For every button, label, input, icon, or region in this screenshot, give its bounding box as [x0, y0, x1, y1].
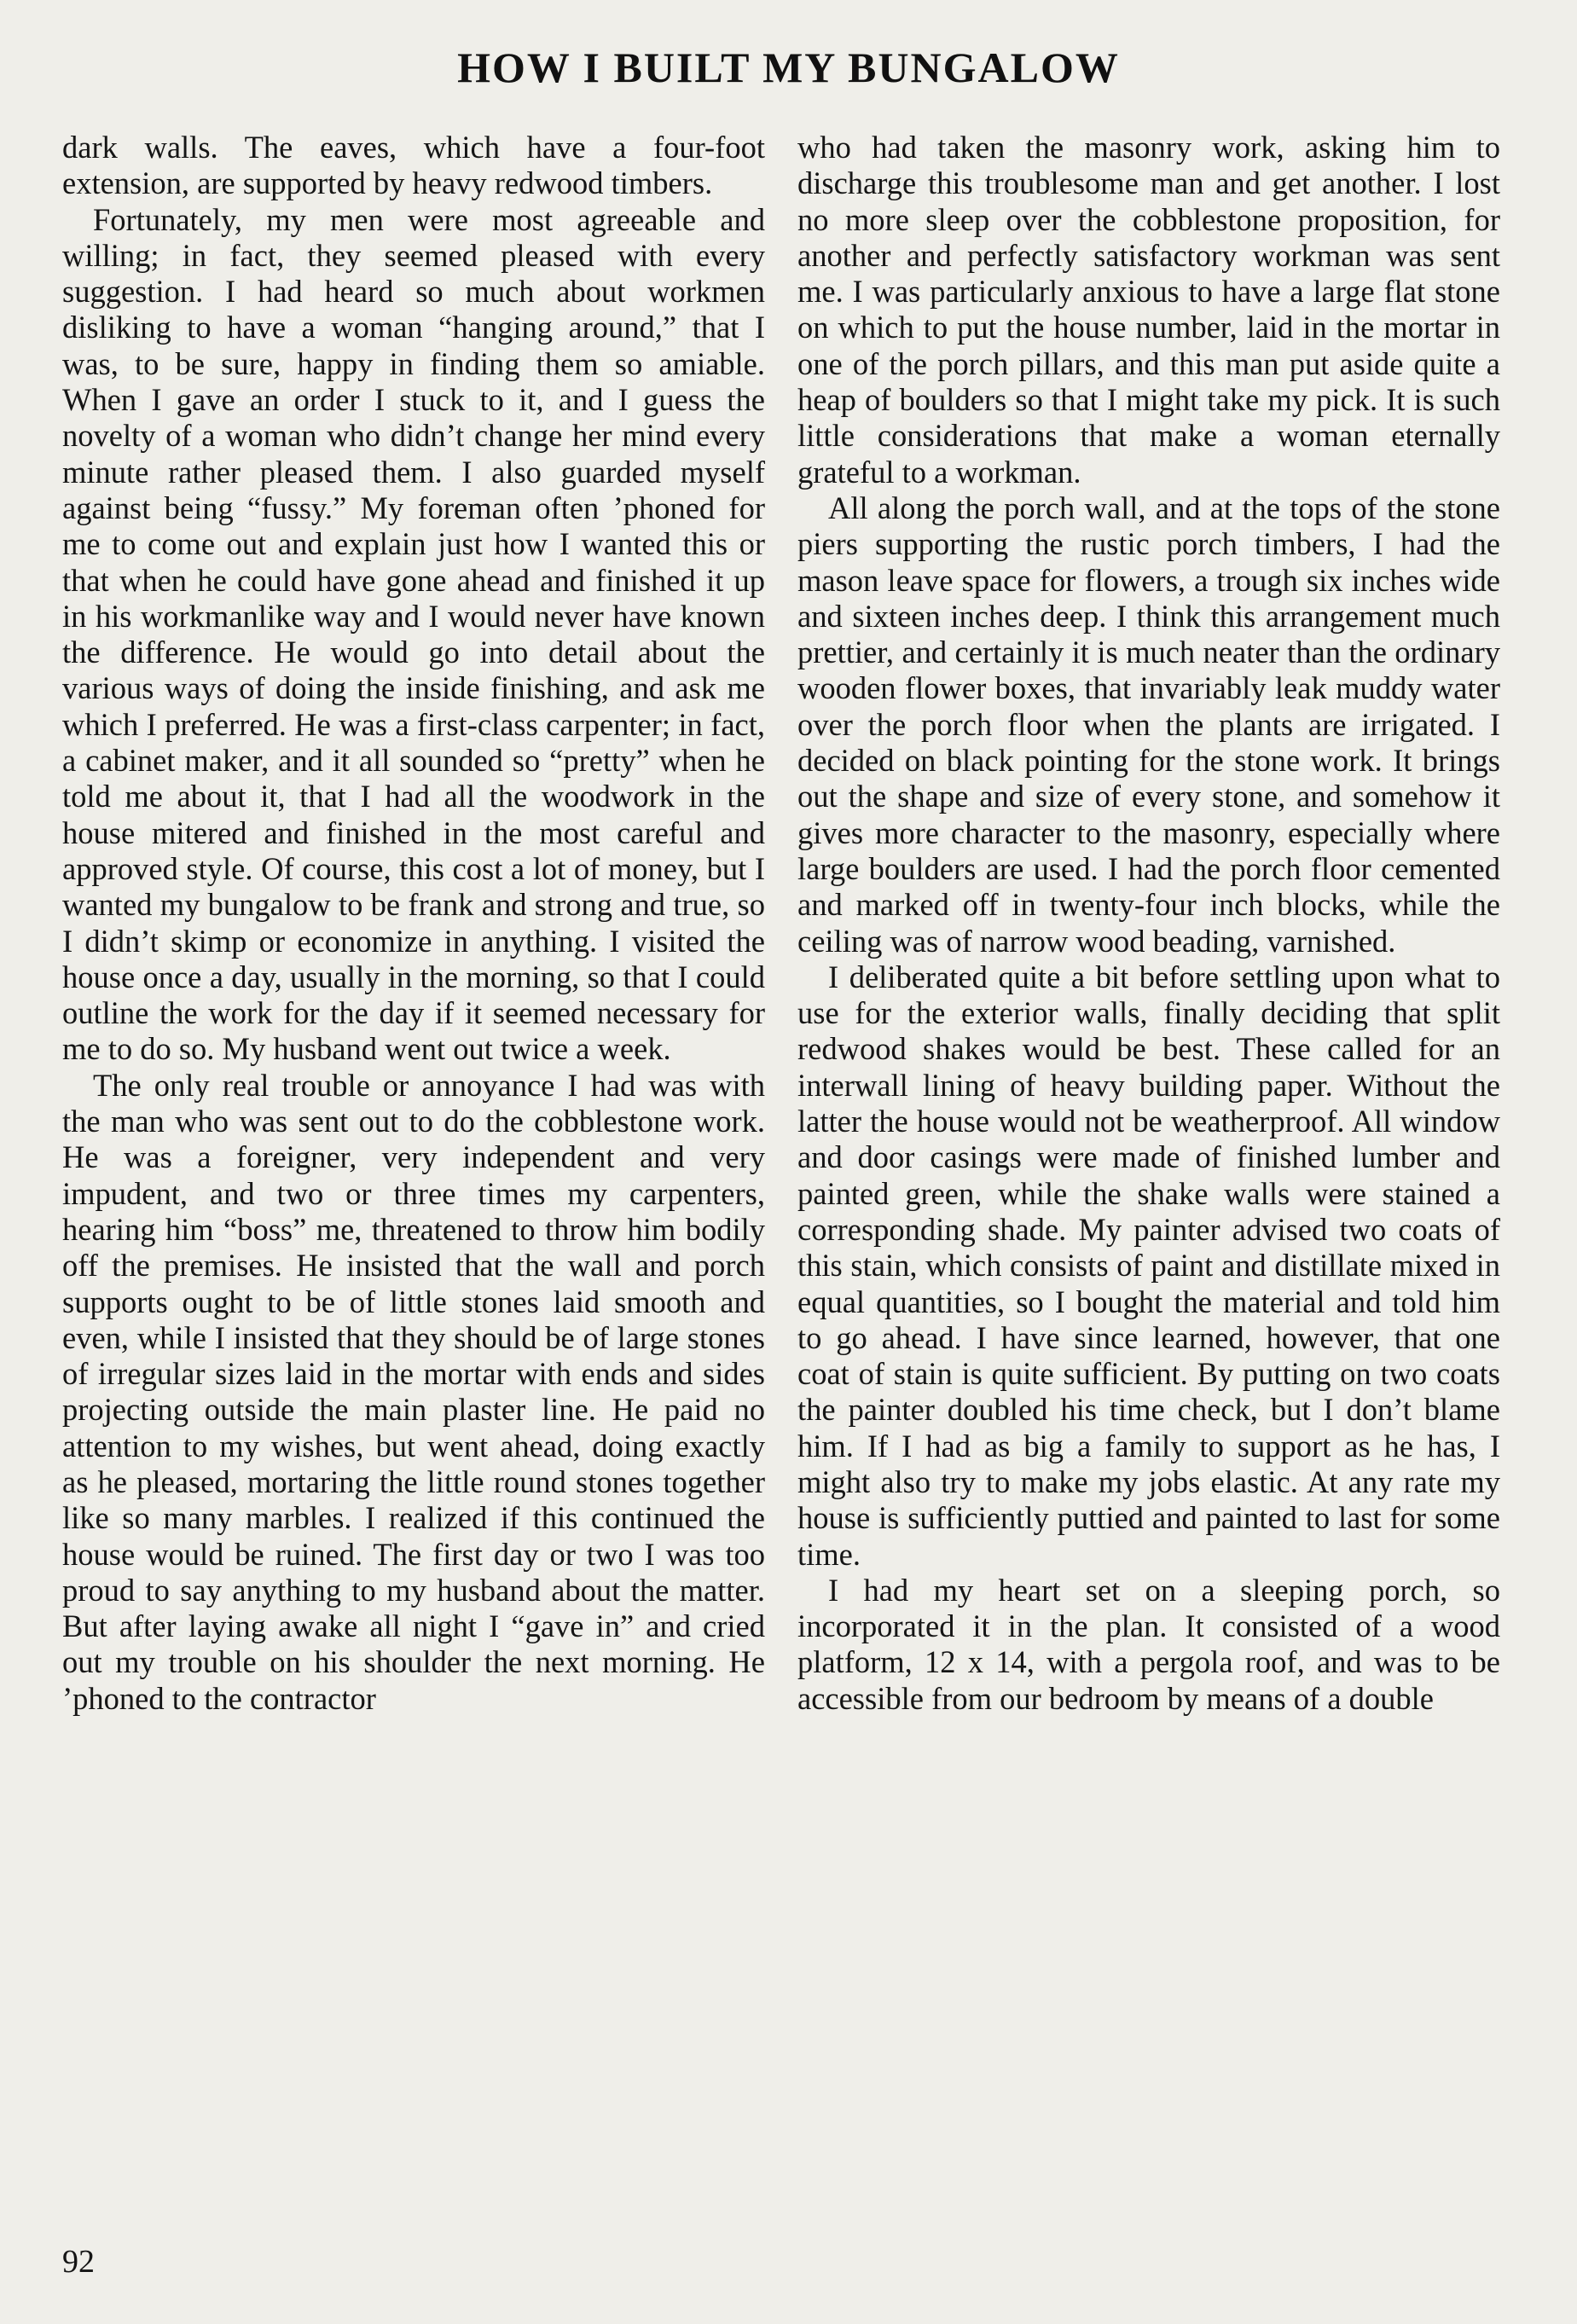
paragraph: The only real trouble or annoyance I had was with the man who was sent out to do the cobblestone work. He was a foreigner, very independent and very impudent, and two or three times my carpenters, hearing him “boss” me, threatened to throw him bodily off the premises. He insisted that the wall and porch supports ought to be of little stones laid smooth and even, while I insisted that they should be of large stones of irregular sizes laid in the mortar with ends and sides projecting outside the main plaster line. He paid no attention to my wishes, but went ahead, doing exactly as he pleased, mortaring the little round stones together like so many marbles. I realized if this continued the house would be ruined. The first day or two I was too proud to say anything to my husband about the matter. But after laying awake all night I “gave in” and cried out my trouble on his shoulder the next morning. He ’phoned to the contractor	[62, 1067, 765, 1716]
left-column	[62, 130, 765, 1717]
page-number: 92	[62, 2244, 95, 2280]
paragraph: I deliberated quite a bit before settling upon what to use for the exterior walls, finally deciding that split redwood shakes would be best. These called for an interwall lining of heavy building paper. Without the latter the house would not be weatherproof. All window and door casings were made of finished lumber and painted green, while the shake walls were stained a corresponding shade. My painter advised two coats of this stain, which consists of paint and distillate mixed in equal quantities, so I bought the material and told him to go ahead. I have since learned, however, that one coat of stain is quite sufficient. By putting on two coats the painter doubled his time check, but I don’t blame him. If I had as big a family to support as he has, I might also try to make my jobs elastic. At any rate my house is sufficiently puttied and painted to last for some time.	[797, 959, 1500, 1572]
paragraph: dark walls. The eaves, which have a four-foot extension, are supported by heavy redwood timbers.	[62, 130, 765, 201]
paragraph: I had my heart set on a sleeping porch, so incorporated it in the plan. It consisted of a wood platform, 12 x 14, with a pergola roof, and was to be accessible from our bedroom by means of a double	[797, 1572, 1500, 1716]
running-title: HOW I BUILT MY BUNGALOW	[457, 43, 1120, 91]
right-column	[797, 130, 1500, 1717]
paragraph: Fortunately, my men were most agreeable and willing; in fact, they seemed pleased with every suggestion. I had heard so much about workmen disliking to have a woman “hanging around,” that I was, to be sure, happy in finding them so amiable. When I gave an order I stuck to it, and I guess the novelty of a woman who didn’t change her mind every minute rather pleased them. I also guarded myself against being “fussy.” My foreman often ’phoned for me to come out and explain just how I wanted this or that when he could have gone ahead and finished it up in his workmanlike way and I would never have known the difference. He would go into detail about the various ways of doing the inside finishing, and ask me which I preferred. He was a first-class carpenter; in fact, a cabinet maker, and it all sounded so “pretty” when he told me about it, that I had all the woodwork in the house mitered and finished in the most careful and approved style. Of course, this cost a lot of money, but I wanted my bungalow to be frank and strong and true, so I didn’t skimp or economize in anything. I visited the house once a day, usually in the morning, so that I could outline the work for the day if it seemed necessary for me to do so. My husband went out twice a week.	[62, 201, 765, 1067]
paragraph: All along the porch wall, and at the tops of the stone piers supporting the rustic porch timbers, I had the mason leave space for flowers, a trough six inches wide and sixteen inches deep. I think this arrangement much prettier, and certainly it is much neater than the ordinary wooden flower boxes, that invariably leak muddy water over the porch floor when the plants are irrigated. I decided on black pointing for the stone work. It brings out the shape and size of every stone, and somehow it gives more character to the masonry, especially where large boulders are used. I had the porch floor cemented and marked off in twenty-four inch blocks, while the ceiling was of narrow wood beading, varnished.	[797, 490, 1500, 959]
paragraph: who had taken the masonry work, asking him to discharge this troublesome man and get another. I lost no more sleep over the cobblestone proposition, for another and perfectly satisfactory workman was sent me. I was particularly anxious to have a large flat stone on which to put the house number, laid in the mortar in one of the porch pillars, and this man put aside quite a heap of boulders so that I might take my pick. It is such little considerations that make a woman eternally grateful to a workman.	[797, 130, 1500, 490]
